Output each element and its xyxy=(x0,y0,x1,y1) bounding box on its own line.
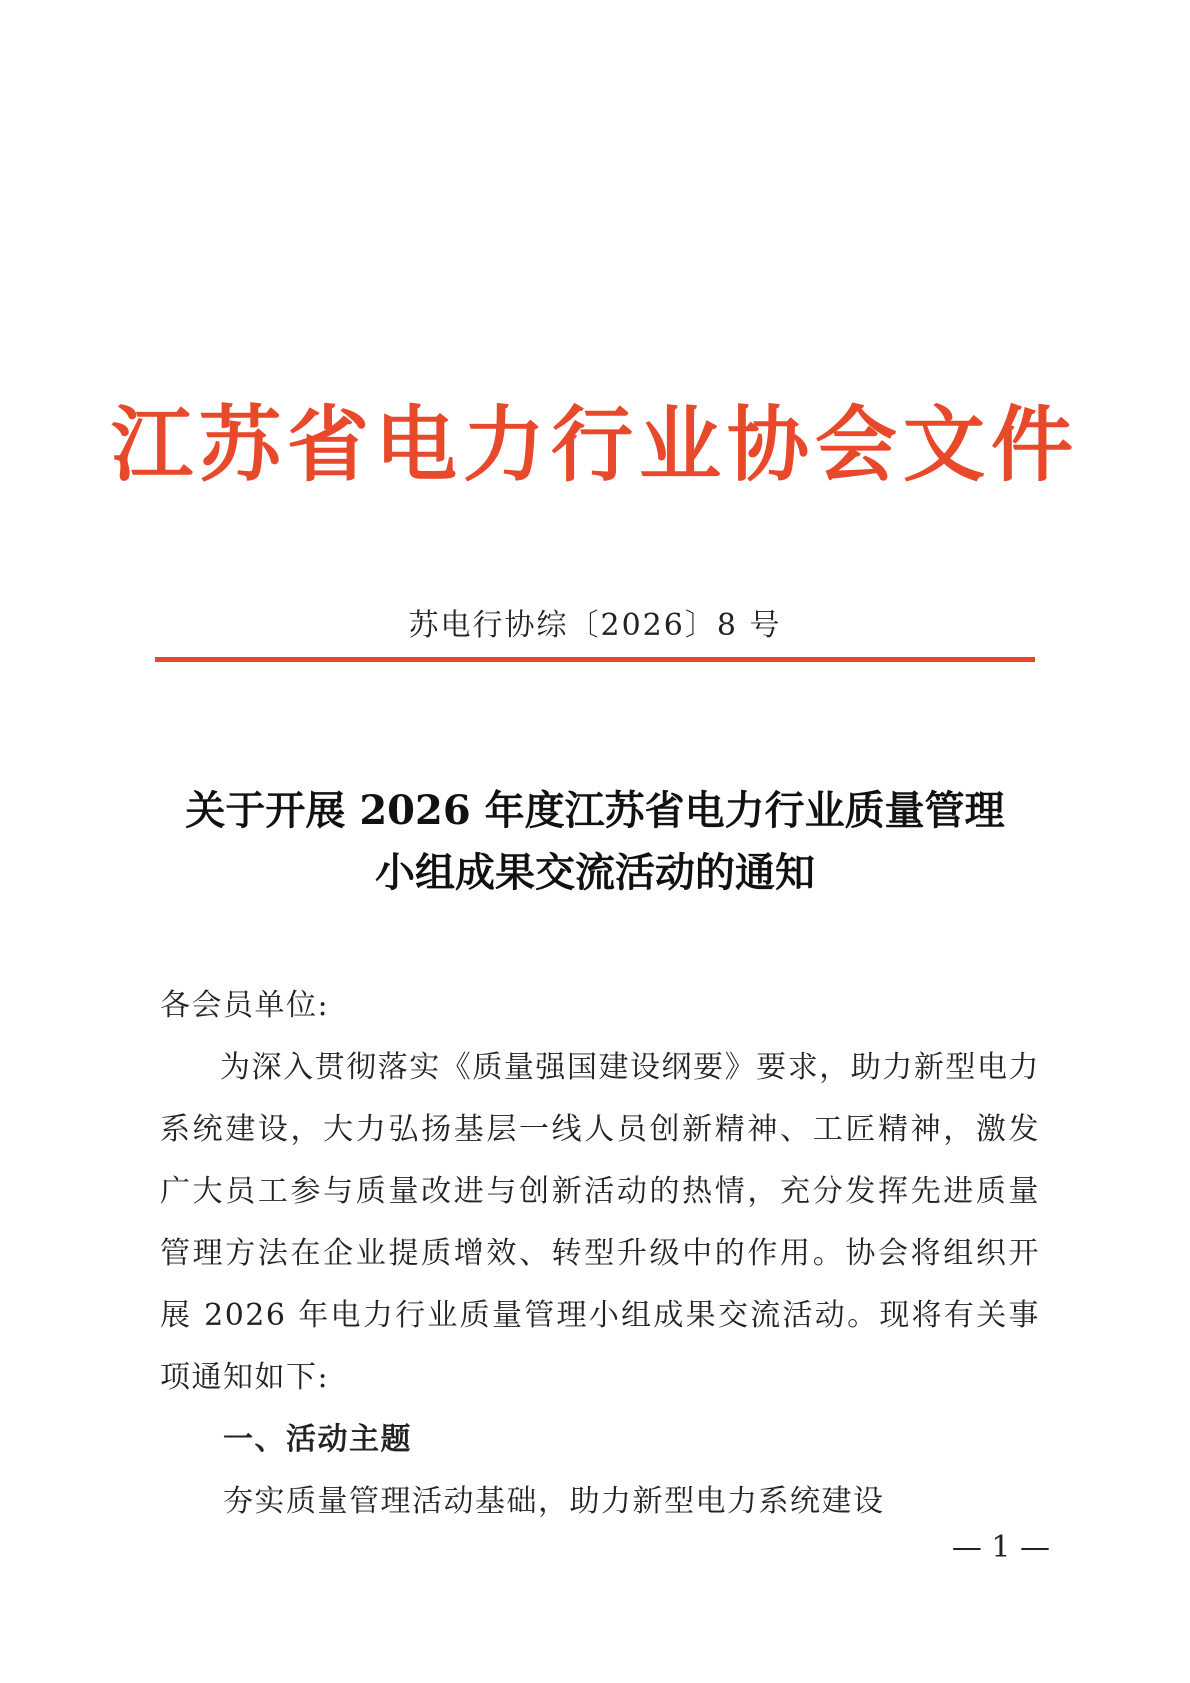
section-text: 夯实质量管理活动基础，助力新型电力系统建设 xyxy=(223,1484,885,1519)
document-number: 苏电行协综〔2026〕8 号 xyxy=(408,608,782,643)
org-header-title: 江苏省电力行业协会文件 xyxy=(110,397,1079,493)
notice-title-line-2: 小组成果交流活动的通知 xyxy=(375,849,815,896)
notice-title xyxy=(120,780,1070,904)
notice-title-line-1: 关于开展 2026 年度江苏省电力行业质量管理 xyxy=(185,787,1005,834)
section-heading: 一、活动主题 xyxy=(223,1422,412,1457)
document-body xyxy=(160,975,1040,1533)
page-number: — 1 — xyxy=(951,1530,1050,1565)
intro-paragraph: 为深入贯彻落实《质量强国建设纲要》要求，助力新型电力系统建设，大力弘扬基层一线人员创新精神、工匠精神，激发广大员工参与质量改进与创新活动的热情，充分发挥先进质量管理方法在企业提质增效、转型升级中的作用。协会将组织开展 2026 年电力行业质量管理小组成果交流活动。现将有关事项通知如下: xyxy=(160,1050,1040,1395)
red-divider xyxy=(155,657,1035,662)
salutation: 各会员单位: xyxy=(160,988,330,1023)
